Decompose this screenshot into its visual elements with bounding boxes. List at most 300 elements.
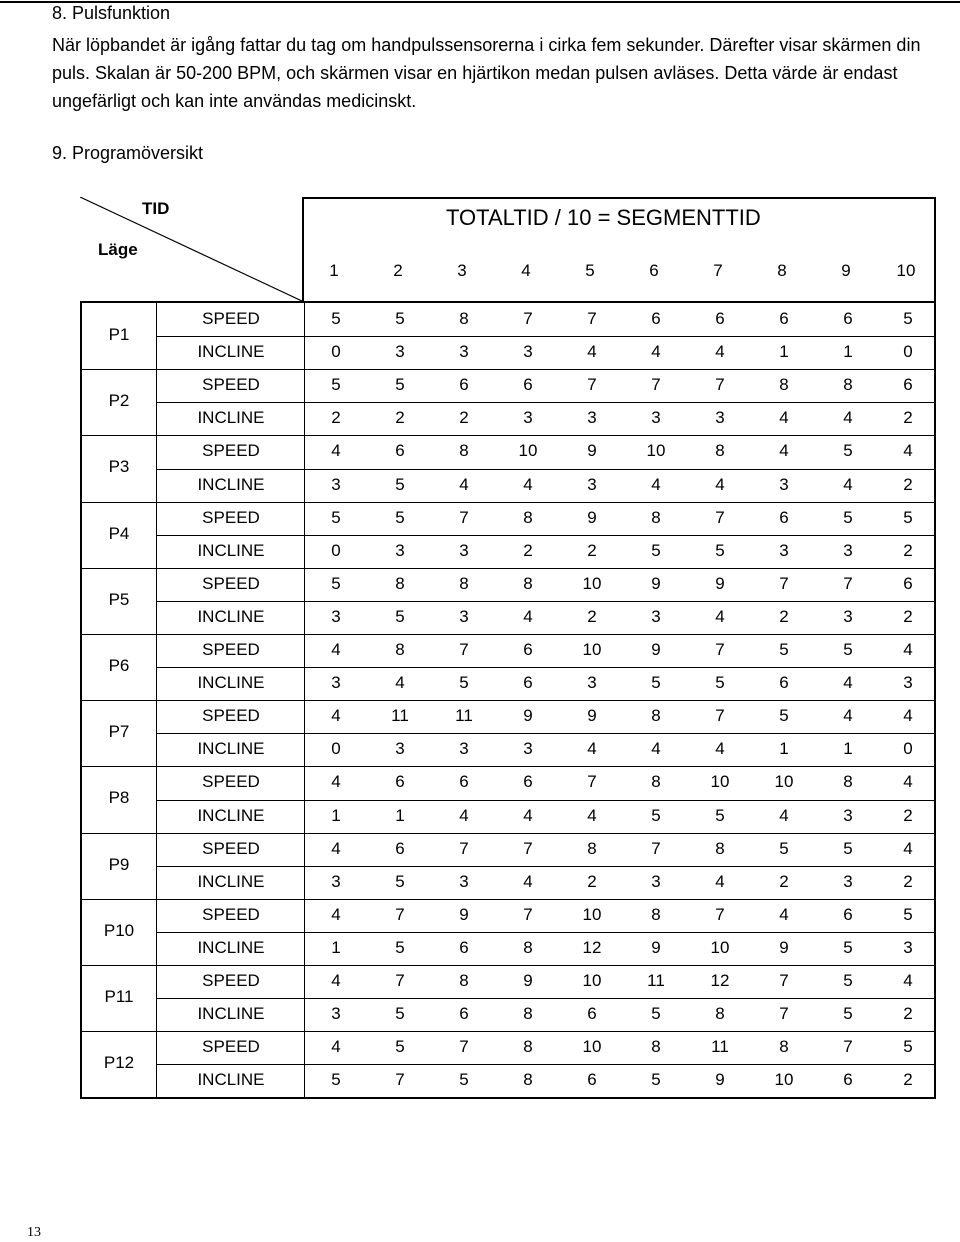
speed-value: 6 — [395, 838, 405, 858]
speed-value: 4 — [331, 971, 341, 990]
incline-value: 2 — [395, 408, 405, 428]
incline-value: 2 — [523, 540, 533, 560]
incline-label: INCLINE — [197, 805, 265, 825]
incline-value: 4 — [459, 805, 469, 825]
speed-value: 8 — [395, 640, 405, 659]
speed-value: 5 — [779, 838, 789, 858]
speed-value: 10 — [582, 1037, 602, 1057]
row-separator — [156, 469, 934, 470]
speed-value: 6 — [715, 309, 725, 328]
speed-value: 11 — [647, 971, 665, 990]
incline-value: 2 — [587, 540, 597, 560]
speed-value: 5 — [331, 309, 341, 328]
incline-value: 1 — [395, 805, 405, 825]
incline-value: 0 — [331, 342, 341, 362]
header-right-border — [934, 197, 936, 301]
program-separator — [82, 1031, 934, 1032]
incline-value: 5 — [395, 871, 405, 891]
speed-value: 4 — [903, 772, 913, 792]
speed-value: 9 — [523, 706, 533, 726]
incline-value: 1 — [779, 739, 789, 759]
incline-value: 0 — [903, 739, 913, 759]
incline-value: 3 — [903, 673, 913, 693]
incline-value: 3 — [587, 474, 597, 494]
incline-value: 3 — [843, 805, 853, 825]
speed-value: 10 — [646, 441, 666, 461]
program-separator — [82, 568, 934, 569]
incline-value: 1 — [843, 739, 853, 759]
row-separator — [156, 932, 934, 933]
speed-value: 5 — [903, 309, 913, 328]
incline-value: 3 — [459, 739, 469, 759]
incline-value: 5 — [651, 1070, 661, 1090]
speed-value: 6 — [523, 772, 533, 792]
incline-value: 6 — [779, 673, 789, 693]
column-number: 1 — [329, 261, 339, 280]
incline-value: 4 — [651, 342, 661, 362]
incline-value: 8 — [523, 1070, 533, 1090]
incline-value: 5 — [331, 1070, 341, 1090]
program-label: P1 — [108, 325, 130, 344]
speed-value: 4 — [779, 904, 789, 924]
speed-value: 7 — [651, 375, 661, 395]
incline-value: 7 — [779, 1004, 789, 1024]
incline-value: 4 — [715, 871, 725, 891]
incline-value: 3 — [779, 474, 789, 494]
speed-label: SPEED — [202, 772, 260, 792]
speed-label: SPEED — [202, 573, 260, 593]
incline-value: 9 — [715, 1070, 725, 1090]
speed-value: 5 — [395, 309, 405, 328]
row-separator — [156, 1064, 934, 1065]
speed-value: 8 — [651, 904, 661, 924]
column-number: 10 — [896, 261, 916, 280]
incline-value: 2 — [903, 606, 913, 626]
program-label: P9 — [108, 854, 130, 874]
incline-value: 5 — [651, 1004, 661, 1024]
program-separator — [82, 833, 934, 834]
incline-value: 3 — [651, 408, 661, 428]
incline-value: 4 — [843, 408, 853, 428]
incline-value: 3 — [587, 673, 597, 693]
row-separator — [156, 601, 934, 602]
incline-value: 3 — [523, 408, 533, 428]
incline-value: 3 — [903, 937, 913, 957]
speed-value: 10 — [582, 971, 602, 990]
speed-label: SPEED — [202, 441, 260, 461]
incline-value: 3 — [331, 1004, 341, 1024]
incline-value: 6 — [587, 1004, 597, 1024]
speed-value: 5 — [331, 507, 341, 527]
speed-value: 7 — [587, 772, 597, 792]
speed-value: 4 — [331, 904, 341, 924]
program-label: P2 — [108, 391, 130, 411]
speed-value: 6 — [459, 375, 469, 395]
speed-value: 6 — [903, 573, 913, 593]
speed-value: 10 — [774, 772, 794, 792]
speed-value: 6 — [843, 309, 853, 328]
incline-label: INCLINE — [197, 1004, 265, 1024]
incline-value: 8 — [523, 937, 533, 957]
speed-value: 5 — [843, 507, 853, 527]
incline-value: 5 — [459, 1070, 469, 1090]
column-number: 8 — [777, 261, 787, 280]
incline-value: 4 — [523, 805, 533, 825]
speed-value: 4 — [779, 441, 789, 461]
incline-value: 3 — [459, 540, 469, 560]
speed-value: 7 — [459, 838, 469, 858]
speed-value: 7 — [843, 1037, 853, 1057]
section-9-title: 9. Programöversikt — [52, 143, 204, 163]
incline-value: 5 — [715, 540, 725, 560]
program-label: P8 — [108, 788, 130, 808]
incline-value: 5 — [395, 1004, 405, 1024]
incline-value: 5 — [395, 937, 405, 957]
incline-value: 2 — [903, 474, 913, 494]
speed-value: 5 — [903, 904, 913, 924]
speed-value: 8 — [651, 772, 661, 792]
program-label: P3 — [108, 457, 130, 477]
speed-value: 8 — [651, 1037, 661, 1057]
program-separator — [82, 899, 934, 900]
corner-tid-label: TID — [142, 199, 170, 218]
incline-value: 1 — [843, 342, 853, 362]
incline-value: 3 — [651, 606, 661, 626]
column-number: 4 — [521, 261, 531, 280]
speed-value: 8 — [587, 838, 597, 858]
incline-value: 2 — [903, 871, 913, 891]
speed-value: 7 — [395, 904, 405, 924]
speed-value: 6 — [523, 640, 533, 659]
speed-value: 8 — [523, 1037, 533, 1057]
speed-label: SPEED — [202, 971, 260, 990]
speed-value: 11 — [455, 706, 473, 726]
incline-value: 5 — [843, 937, 853, 957]
speed-value: 6 — [843, 904, 853, 924]
speed-value: 4 — [331, 640, 341, 659]
speed-value: 5 — [395, 507, 405, 527]
speed-value: 7 — [715, 640, 725, 659]
speed-value: 5 — [779, 706, 789, 726]
section-8-text: När löpbandet är igång fattar du tag om handpulssensorerna i cirka fem sekunder. Därefter visar skärmen din puls. Skalan är 50-200 BPM, och skärmen visar en hjärtikon medan pulsen avläses. Detta värde är endast ungefärligt och kan inte användas medicinskt. — [52, 35, 921, 111]
incline-value: 2 — [779, 871, 789, 891]
program-label: P4 — [108, 523, 130, 543]
program-separator — [82, 766, 934, 767]
speed-value: 8 — [395, 573, 405, 593]
incline-value: 6 — [587, 1070, 597, 1090]
speed-value: 5 — [331, 375, 341, 395]
speed-value: 6 — [651, 309, 661, 328]
speed-value: 5 — [843, 640, 853, 659]
incline-value: 4 — [651, 739, 661, 759]
speed-value: 10 — [582, 904, 602, 924]
incline-value: 4 — [651, 474, 661, 494]
speed-value: 6 — [523, 375, 533, 395]
program-separator — [82, 634, 934, 635]
program-table — [80, 301, 936, 1099]
incline-label: INCLINE — [197, 1070, 265, 1090]
incline-value: 4 — [715, 739, 725, 759]
row-separator — [156, 535, 934, 536]
incline-value: 5 — [395, 606, 405, 626]
incline-value: 1 — [779, 342, 789, 362]
incline-value: 3 — [523, 342, 533, 362]
speed-label: SPEED — [202, 309, 260, 328]
incline-value: 3 — [395, 540, 405, 560]
speed-value: 4 — [331, 838, 341, 858]
program-label: P5 — [108, 589, 130, 609]
speed-value: 9 — [587, 706, 597, 726]
column-number: 7 — [713, 261, 723, 280]
speed-value: 12 — [710, 971, 730, 990]
speed-value: 7 — [715, 507, 725, 527]
incline-value: 0 — [903, 342, 913, 362]
incline-value: 2 — [903, 540, 913, 560]
incline-value: 3 — [843, 606, 853, 626]
incline-value: 4 — [715, 474, 725, 494]
incline-value: 8 — [715, 1004, 725, 1024]
header-title: TOTALTID / 10 = SEGMENTTID — [446, 205, 761, 230]
speed-value: 4 — [331, 772, 341, 792]
speed-value: 8 — [651, 706, 661, 726]
incline-value: 6 — [459, 1004, 469, 1024]
table-header — [80, 197, 936, 301]
speed-value: 8 — [459, 441, 469, 461]
incline-value: 10 — [774, 1070, 794, 1090]
incline-value: 12 — [582, 937, 602, 957]
speed-value: 8 — [843, 772, 853, 792]
speed-value: 10 — [710, 772, 730, 792]
row-separator — [156, 667, 934, 668]
incline-value: 0 — [331, 739, 341, 759]
column-number: 3 — [457, 261, 467, 280]
incline-value: 4 — [459, 474, 469, 494]
column-number: 2 — [393, 261, 403, 280]
incline-value: 4 — [779, 408, 789, 428]
incline-value: 0 — [331, 540, 341, 560]
speed-value: 8 — [523, 507, 533, 527]
speed-value: 7 — [523, 309, 533, 328]
incline-value: 2 — [903, 1070, 913, 1090]
incline-value: 3 — [395, 342, 405, 362]
incline-value: 4 — [587, 805, 597, 825]
row-separator — [156, 336, 934, 337]
speed-value: 7 — [523, 904, 533, 924]
speed-value: 4 — [903, 838, 913, 858]
speed-value: 5 — [903, 1037, 913, 1057]
incline-value: 5 — [459, 673, 469, 693]
incline-value: 3 — [843, 540, 853, 560]
incline-value: 3 — [523, 739, 533, 759]
speed-label: SPEED — [202, 375, 260, 395]
speed-value: 4 — [903, 971, 913, 990]
incline-label: INCLINE — [197, 342, 265, 362]
speed-label: SPEED — [202, 640, 260, 659]
incline-value: 2 — [903, 805, 913, 825]
speed-value: 6 — [779, 309, 789, 328]
speed-value: 4 — [331, 706, 341, 726]
speed-value: 5 — [843, 971, 853, 990]
incline-value: 6 — [459, 937, 469, 957]
incline-value: 4 — [523, 871, 533, 891]
incline-value: 3 — [331, 871, 341, 891]
incline-value: 5 — [651, 805, 661, 825]
row-separator — [156, 866, 934, 867]
speed-value: 8 — [459, 573, 469, 593]
speed-label: SPEED — [202, 904, 260, 924]
speed-label: SPEED — [202, 838, 260, 858]
speed-value: 4 — [843, 706, 853, 726]
speed-value: 9 — [587, 507, 597, 527]
speed-value: 5 — [779, 640, 789, 659]
incline-value: 2 — [903, 408, 913, 428]
incline-value: 6 — [523, 673, 533, 693]
speed-value: 8 — [715, 441, 725, 461]
speed-value: 10 — [582, 573, 602, 593]
speed-value: 9 — [715, 573, 725, 593]
speed-value: 9 — [651, 573, 661, 593]
incline-label: INCLINE — [197, 540, 265, 560]
speed-value: 7 — [459, 507, 469, 527]
incline-label: INCLINE — [197, 408, 265, 428]
corner-lage-label: Läge — [98, 240, 138, 259]
speed-value: 5 — [395, 375, 405, 395]
speed-value: 4 — [331, 441, 341, 461]
speed-value: 5 — [331, 573, 341, 593]
incline-value: 10 — [710, 937, 730, 957]
speed-value: 7 — [779, 971, 789, 990]
speed-value: 10 — [518, 441, 538, 461]
speed-value: 11 — [391, 706, 409, 726]
row-separator — [156, 402, 934, 403]
incline-label: INCLINE — [197, 474, 265, 494]
incline-value: 3 — [587, 408, 597, 428]
incline-value: 6 — [843, 1070, 853, 1090]
program-separator — [82, 369, 934, 370]
speed-label: SPEED — [202, 706, 260, 726]
speed-value: 4 — [331, 1037, 341, 1057]
program-label: P7 — [108, 722, 130, 742]
header-divider — [302, 197, 304, 301]
speed-value: 7 — [715, 904, 725, 924]
speed-value: 6 — [903, 375, 913, 395]
speed-value: 10 — [582, 640, 602, 659]
incline-value: 3 — [459, 342, 469, 362]
speed-value: 5 — [843, 838, 853, 858]
section-8-title: 8. Pulsfunktion — [52, 3, 171, 23]
program-separator — [82, 965, 934, 966]
row-separator — [156, 733, 934, 734]
incline-value: 4 — [587, 342, 597, 362]
program-separator — [82, 700, 934, 701]
incline-value: 4 — [395, 673, 405, 693]
incline-value: 3 — [395, 739, 405, 759]
incline-value: 5 — [651, 673, 661, 693]
speed-value: 8 — [779, 375, 789, 395]
program-label: P6 — [108, 656, 130, 675]
incline-value: 2 — [587, 871, 597, 891]
incline-value: 4 — [715, 606, 725, 626]
incline-value: 9 — [651, 937, 661, 957]
incline-value: 4 — [523, 606, 533, 626]
header-top-border — [302, 197, 936, 199]
speed-value: 9 — [523, 971, 533, 990]
incline-value: 3 — [843, 871, 853, 891]
speed-value: 8 — [715, 838, 725, 858]
speed-value: 7 — [843, 573, 853, 593]
incline-value: 3 — [331, 606, 341, 626]
speed-value: 7 — [715, 375, 725, 395]
incline-value: 4 — [587, 739, 597, 759]
incline-value: 4 — [715, 342, 725, 362]
incline-label: INCLINE — [197, 673, 265, 693]
incline-label: INCLINE — [197, 739, 265, 759]
program-label: P12 — [103, 1053, 135, 1073]
incline-value: 4 — [843, 673, 853, 693]
incline-label: INCLINE — [197, 937, 265, 957]
speed-value: 4 — [903, 441, 913, 461]
incline-value: 1 — [331, 937, 341, 957]
speed-value: 8 — [779, 1037, 789, 1057]
speed-value: 4 — [903, 706, 913, 726]
incline-value: 3 — [651, 871, 661, 891]
incline-value: 3 — [459, 871, 469, 891]
speed-value: 7 — [587, 309, 597, 328]
speed-value: 7 — [715, 706, 725, 726]
speed-value: 7 — [523, 838, 533, 858]
speed-label: SPEED — [202, 1037, 260, 1057]
speed-value: 7 — [587, 375, 597, 395]
speed-value: 7 — [459, 640, 469, 659]
speed-value: 9 — [459, 904, 469, 924]
incline-value: 7 — [395, 1070, 405, 1090]
program-separator — [82, 502, 934, 503]
incline-value: 5 — [651, 540, 661, 560]
incline-value: 1 — [331, 805, 341, 825]
row-separator — [156, 998, 934, 999]
speed-value: 8 — [843, 375, 853, 395]
incline-value: 3 — [715, 408, 725, 428]
incline-value: 2 — [779, 606, 789, 626]
speed-value: 5 — [843, 441, 853, 461]
speed-label: SPEED — [202, 507, 260, 527]
incline-value: 2 — [903, 1004, 913, 1024]
speed-value: 9 — [651, 640, 661, 659]
incline-value: 5 — [395, 474, 405, 494]
speed-value: 7 — [459, 1037, 469, 1057]
speed-value: 6 — [459, 772, 469, 792]
incline-value: 5 — [843, 1004, 853, 1024]
speed-value: 5 — [395, 1037, 405, 1057]
incline-value: 4 — [523, 474, 533, 494]
incline-value: 3 — [331, 474, 341, 494]
column-number: 6 — [649, 261, 659, 280]
speed-value: 7 — [779, 573, 789, 593]
speed-value: 11 — [711, 1037, 729, 1057]
speed-value: 6 — [779, 507, 789, 527]
incline-value: 4 — [779, 805, 789, 825]
incline-label: INCLINE — [197, 606, 265, 626]
speed-value: 8 — [459, 309, 469, 328]
incline-value: 5 — [715, 805, 725, 825]
speed-value: 6 — [395, 772, 405, 792]
program-label: P10 — [103, 920, 135, 940]
incline-label: INCLINE — [197, 871, 265, 891]
incline-value: 3 — [331, 673, 341, 693]
column-number: 5 — [585, 261, 595, 280]
incline-value: 9 — [779, 937, 789, 957]
speed-value: 7 — [651, 838, 661, 858]
